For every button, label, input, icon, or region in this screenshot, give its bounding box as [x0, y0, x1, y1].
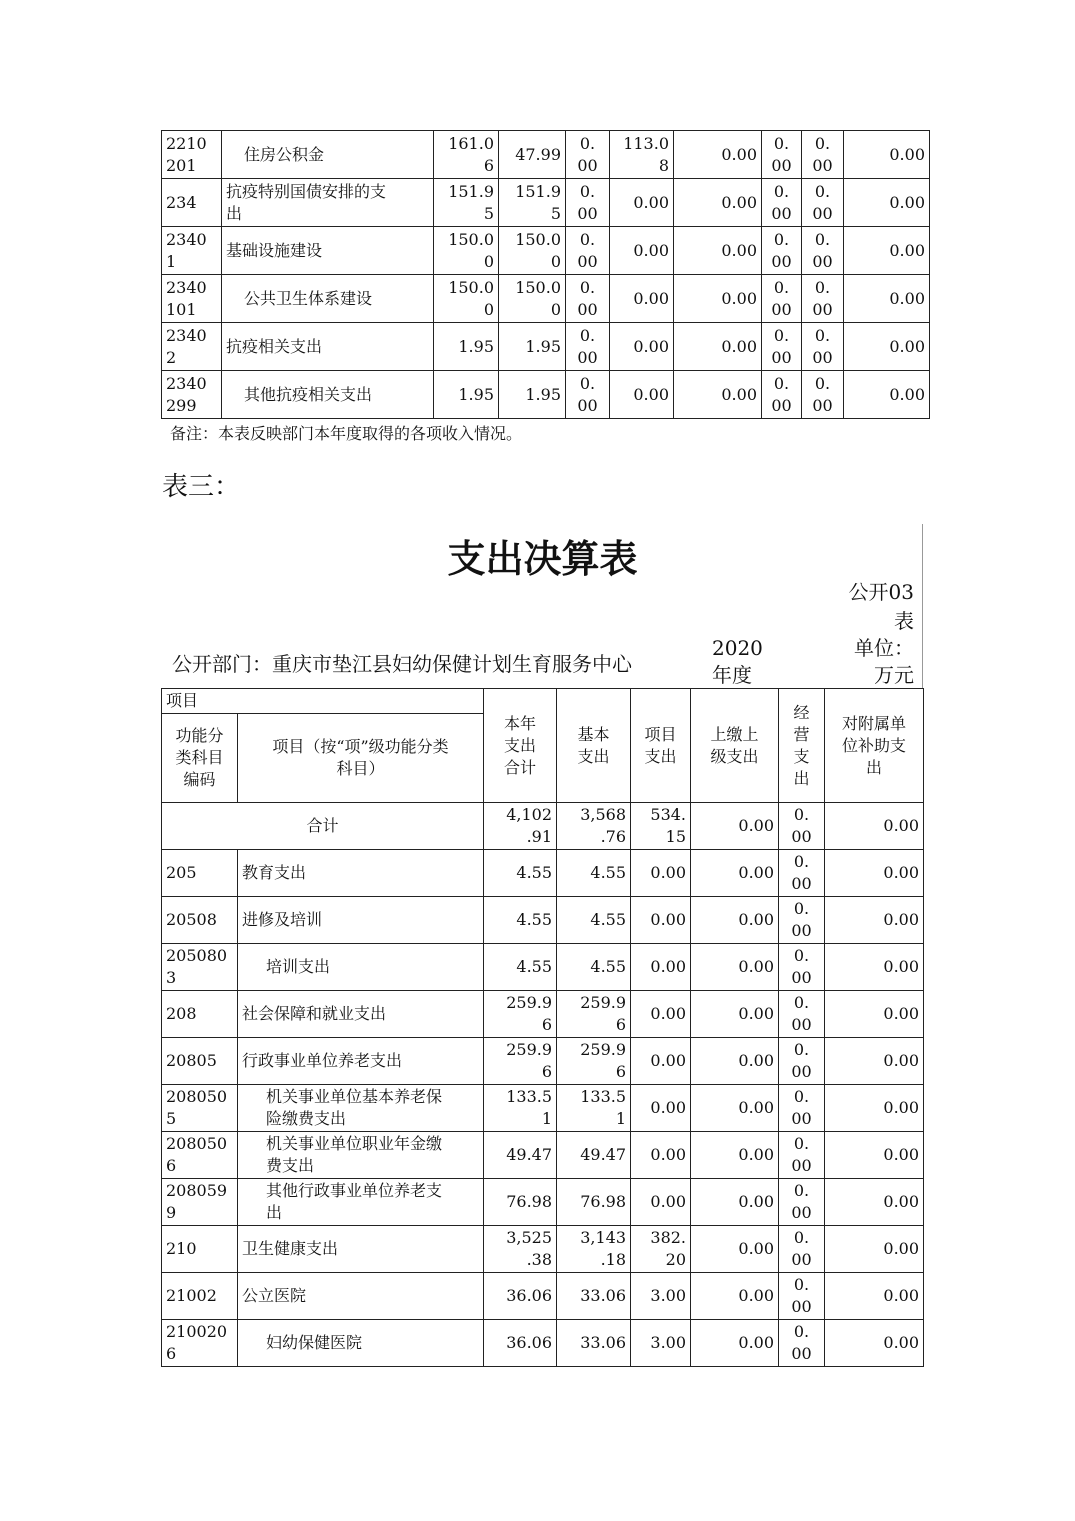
value-cell: 0. 00 — [779, 897, 825, 944]
header-total: 本年 支出 合计 — [484, 689, 557, 803]
value-cell: 150.0 0 — [434, 227, 499, 275]
value-cell: 0.00 — [691, 1320, 779, 1367]
value-cell: 259.9 6 — [484, 1038, 557, 1085]
name-cell: 机关事业单位基本养老保 险缴费支出 — [238, 1085, 484, 1132]
value-cell: 0.00 — [825, 897, 924, 944]
header-business: 经 营 支 出 — [779, 689, 825, 803]
page-title: 支出决算表 — [447, 537, 638, 581]
value-cell: 0.00 — [674, 371, 762, 419]
value-cell: 3.00 — [631, 1320, 691, 1367]
value-cell: 0.00 — [610, 371, 674, 419]
name-cell: 其他行政事业单位养老支 出 — [238, 1179, 484, 1226]
value-cell: 3.00 — [631, 1273, 691, 1320]
name-cell: 公共卫生体系建设 — [222, 275, 434, 323]
table-row — [162, 131, 930, 179]
value-cell: 0.00 — [825, 850, 924, 897]
name-cell: 其他抗疫相关支出 — [222, 371, 434, 419]
value-cell: 0. 00 — [779, 1132, 825, 1179]
code-cell: 205 — [162, 850, 238, 897]
name-cell: 公立医院 — [238, 1273, 484, 1320]
code-cell: 208059 9 — [162, 1179, 238, 1226]
table-note: 备注：本表反映部门本年度取得的各项收入情况。 — [170, 424, 523, 443]
table-row — [162, 1038, 924, 1085]
value-cell: 0. 00 — [762, 275, 802, 323]
value-cell: 0. 00 — [779, 1038, 825, 1085]
value-cell: 259.9 6 — [557, 1038, 631, 1085]
value-cell: 76.98 — [484, 1179, 557, 1226]
value-cell: 0.00 — [674, 131, 762, 179]
value-cell: 1.95 — [434, 371, 499, 419]
income-table-continued — [161, 130, 930, 419]
value-cell: 150.0 0 — [434, 275, 499, 323]
code-cell: 210020 6 — [162, 1320, 238, 1367]
code-cell: 21002 — [162, 1273, 238, 1320]
value-cell: 151.9 5 — [499, 179, 566, 227]
value-cell: 0.00 — [825, 1226, 924, 1273]
expenditure-table — [161, 688, 924, 1367]
table-row — [162, 1273, 924, 1320]
name-cell: 抗疫相关支出 — [222, 323, 434, 371]
value-cell: 0.00 — [631, 1085, 691, 1132]
value-cell: 0.00 — [610, 179, 674, 227]
sum-label: 合计 — [162, 803, 484, 850]
name-cell: 妇幼保健医院 — [238, 1320, 484, 1367]
value-cell: 0.00 — [691, 897, 779, 944]
value-cell: 0. 00 — [566, 323, 610, 371]
value-cell: 0.00 — [691, 850, 779, 897]
table-row — [162, 991, 924, 1038]
value-cell: 0.00 — [631, 1038, 691, 1085]
value-cell: 0.00 — [825, 1320, 924, 1367]
table-row — [162, 897, 924, 944]
code-cell: 2340 1 — [162, 227, 222, 275]
value-cell: 0. 00 — [762, 323, 802, 371]
value-cell: 0. 00 — [762, 131, 802, 179]
value-cell: 0. 00 — [779, 1085, 825, 1132]
name-cell: 社会保障和就业支出 — [238, 991, 484, 1038]
value-cell: 0.00 — [825, 991, 924, 1038]
value-cell: 0.00 — [674, 275, 762, 323]
name-cell: 抗疫特别国债安排的支 出 — [222, 179, 434, 227]
value-cell: 133.5 1 — [484, 1085, 557, 1132]
code-cell: 208050 6 — [162, 1132, 238, 1179]
value-cell: 0.00 — [631, 1179, 691, 1226]
sum-upper: 0.00 — [691, 803, 779, 850]
value-cell: 0. 00 — [762, 371, 802, 419]
value-cell: 0. 00 — [566, 275, 610, 323]
header-project: 项目 支出 — [631, 689, 691, 803]
value-cell: 36.06 — [484, 1273, 557, 1320]
code-cell: 205080 3 — [162, 944, 238, 991]
value-cell: 0. 00 — [566, 131, 610, 179]
value-cell: 0.00 — [674, 227, 762, 275]
value-cell: 0.00 — [825, 1273, 924, 1320]
value-cell: 161.0 6 — [434, 131, 499, 179]
value-cell: 0.00 — [691, 1038, 779, 1085]
table-row — [162, 944, 924, 991]
value-cell: 0.00 — [691, 944, 779, 991]
header-subsidy: 对附属单 位补助支 出 — [825, 689, 924, 803]
table-row — [162, 227, 930, 275]
value-cell: 0. 00 — [779, 1273, 825, 1320]
value-cell: 150.0 0 — [499, 275, 566, 323]
value-cell: 0.00 — [631, 1132, 691, 1179]
value-cell: 0. 00 — [566, 179, 610, 227]
value-cell: 49.47 — [484, 1132, 557, 1179]
name-cell: 卫生健康支出 — [238, 1226, 484, 1273]
value-cell: 0. 00 — [779, 850, 825, 897]
value-cell: 0.00 — [674, 179, 762, 227]
header-func-name: 项目（按“项”级功能分类 科目） — [238, 714, 484, 803]
value-cell: 0.00 — [691, 1085, 779, 1132]
table-label: 表三： — [162, 472, 241, 502]
value-cell: 1.95 — [499, 371, 566, 419]
code-cell: 2210 201 — [162, 131, 222, 179]
value-cell: 0. 00 — [802, 371, 844, 419]
sum-basic: 3,568 .76 — [557, 803, 631, 850]
value-cell: 4.55 — [557, 897, 631, 944]
name-cell: 进修及培训 — [238, 897, 484, 944]
form-code: 公开03 表 — [848, 580, 914, 633]
header-func-code: 功能分 类科目 编码 — [162, 714, 238, 803]
value-cell: 0. 00 — [762, 227, 802, 275]
name-cell: 基础设施建设 — [222, 227, 434, 275]
unit-label: 单位： 万元 — [854, 636, 914, 687]
value-cell: 0.00 — [691, 991, 779, 1038]
value-cell: 0.00 — [610, 227, 674, 275]
value-cell: 4.55 — [557, 944, 631, 991]
value-cell: 0. 00 — [802, 323, 844, 371]
table-row — [162, 1085, 924, 1132]
value-cell: 0.00 — [844, 131, 930, 179]
value-cell: 1.95 — [434, 323, 499, 371]
name-cell: 住房公积金 — [222, 131, 434, 179]
value-cell: 4.55 — [557, 850, 631, 897]
table-row — [162, 1226, 924, 1273]
name-cell: 培训支出 — [238, 944, 484, 991]
value-cell: 33.06 — [557, 1320, 631, 1367]
value-cell: 0.00 — [674, 323, 762, 371]
value-cell: 259.9 6 — [557, 991, 631, 1038]
value-cell: 0. 00 — [762, 179, 802, 227]
table-row — [162, 275, 930, 323]
header-upper: 上缴上 级支出 — [691, 689, 779, 803]
value-cell: 0. 00 — [802, 227, 844, 275]
value-cell: 0.00 — [825, 944, 924, 991]
table-row — [162, 1320, 924, 1367]
sum-subsidy: 0.00 — [825, 803, 924, 850]
code-cell: 20508 — [162, 897, 238, 944]
value-cell: 0.00 — [844, 227, 930, 275]
value-cell: 0. 00 — [566, 227, 610, 275]
department-label: 公开部门：重庆市垫江县妇幼保健计划生育服务中心 — [172, 652, 632, 676]
value-cell: 0.00 — [631, 944, 691, 991]
value-cell: 3,143 .18 — [557, 1226, 631, 1273]
code-cell: 2340 101 — [162, 275, 222, 323]
sum-business: 0. 00 — [779, 803, 825, 850]
value-cell: 0. 00 — [779, 1226, 825, 1273]
value-cell: 0.00 — [825, 1179, 924, 1226]
table-row — [162, 371, 930, 419]
value-cell: 4.55 — [484, 850, 557, 897]
table-row — [162, 323, 930, 371]
code-cell: 208050 5 — [162, 1085, 238, 1132]
value-cell: 0.00 — [825, 1085, 924, 1132]
value-cell: 0.00 — [610, 323, 674, 371]
value-cell: 0. 00 — [779, 1320, 825, 1367]
value-cell: 4.55 — [484, 897, 557, 944]
sum-total: 4,102 .91 — [484, 803, 557, 850]
name-cell: 机关事业单位职业年金缴 费支出 — [238, 1132, 484, 1179]
value-cell: 151.9 5 — [434, 179, 499, 227]
value-cell: 36.06 — [484, 1320, 557, 1367]
value-cell: 4.55 — [484, 944, 557, 991]
code-cell: 210 — [162, 1226, 238, 1273]
value-cell: 49.47 — [557, 1132, 631, 1179]
value-cell: 0.00 — [691, 1273, 779, 1320]
value-cell: 0. 00 — [779, 991, 825, 1038]
value-cell: 0.00 — [844, 275, 930, 323]
value-cell: 0. 00 — [779, 944, 825, 991]
table-row — [162, 179, 930, 227]
table-row — [162, 1132, 924, 1179]
value-cell: 0. 00 — [566, 371, 610, 419]
code-cell: 234 — [162, 179, 222, 227]
sum-project: 534. 15 — [631, 803, 691, 850]
value-cell: 133.5 1 — [557, 1085, 631, 1132]
header-item: 项目 — [162, 689, 484, 714]
value-cell: 382. 20 — [631, 1226, 691, 1273]
value-cell: 0.00 — [691, 1132, 779, 1179]
value-cell: 1.95 — [499, 323, 566, 371]
name-cell: 教育支出 — [238, 850, 484, 897]
value-cell: 76.98 — [557, 1179, 631, 1226]
value-cell: 47.99 — [499, 131, 566, 179]
code-cell: 208 — [162, 991, 238, 1038]
code-cell: 20805 — [162, 1038, 238, 1085]
value-cell: 0.00 — [631, 897, 691, 944]
value-cell: 33.06 — [557, 1273, 631, 1320]
value-cell: 0.00 — [610, 275, 674, 323]
value-cell: 3,525 .38 — [484, 1226, 557, 1273]
value-cell: 0.00 — [691, 1226, 779, 1273]
table-row — [162, 1179, 924, 1226]
value-cell: 0. 00 — [802, 275, 844, 323]
value-cell: 0. 00 — [802, 179, 844, 227]
value-cell: 0.00 — [844, 371, 930, 419]
value-cell: 0. 00 — [802, 131, 844, 179]
table-row — [162, 850, 924, 897]
value-cell: 0.00 — [825, 1132, 924, 1179]
value-cell: 150.0 0 — [499, 227, 566, 275]
value-cell: 0.00 — [631, 850, 691, 897]
header-basic: 基本 支出 — [557, 689, 631, 803]
sum-row — [162, 803, 924, 850]
value-cell: 0.00 — [844, 323, 930, 371]
code-cell: 2340 2 — [162, 323, 222, 371]
value-cell: 0.00 — [691, 1179, 779, 1226]
value-cell: 0. 00 — [779, 1179, 825, 1226]
value-cell: 259.9 6 — [484, 991, 557, 1038]
year-label: 2020 年度 — [712, 636, 763, 687]
value-cell: 0.00 — [825, 1038, 924, 1085]
value-cell: 0.00 — [844, 179, 930, 227]
value-cell: 0.00 — [631, 991, 691, 1038]
code-cell: 2340 299 — [162, 371, 222, 419]
name-cell: 行政事业单位养老支出 — [238, 1038, 484, 1085]
value-cell: 113.0 8 — [610, 131, 674, 179]
